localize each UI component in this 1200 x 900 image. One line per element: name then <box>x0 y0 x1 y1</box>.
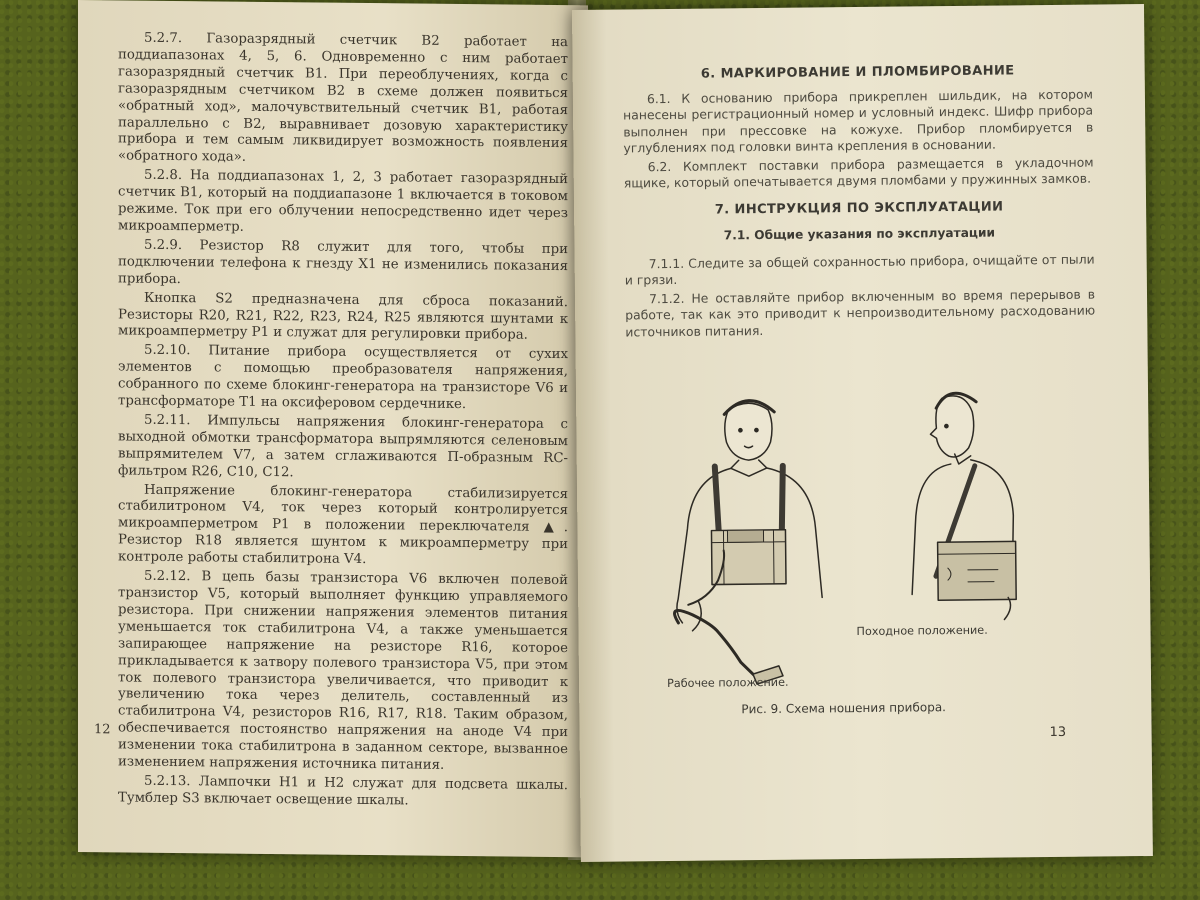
paragraph-6-2: 6.2. Комплект поставки прибора размещается в укладочном ящике, который опечатывается двумя пломбами у пружинных замков. <box>623 154 1094 191</box>
paragraph-button-s2: Кнопка S2 предназначена для сброса показаний. Резисторы R20, R21, R22, R23, R24, R25 являются шунтами к микроамперметру Р1 и служат для регулировки прибора. <box>118 290 568 344</box>
figure-working-position <box>672 400 823 685</box>
paragraph-7-1-2: 7.1.2. Не оставляйте прибор включенным во время перерывов в работе, так как это приводит к непроизводительному расходованию источников питания. <box>625 286 1096 340</box>
paragraph-5-2-7: 5.2.7. Газоразрядный счетчик В2 работает на поддиапазонах 4, 5, 6. Одновременно с ним работает газоразрядный счетчик В1. При переоблучениях, когда с газоразрядным счетчиком В2 в схеме должен появиться «обратный ход», малочувствительный счетчик В1, работая параллельно с В2, выравнивает дозовую характеристику прибора и тем самым ликвидирует возможность появления «обратного хода». <box>118 30 568 166</box>
paragraph-5-2-11: 5.2.11. Импульсы напряжения блокинг-генератора с выходной обмотки трансформатора выпрямляются селеновым выпрямителем V7, а затем сглаживаются П-образным RC-фильтром R26, C10, C12. <box>118 412 568 480</box>
caption-travel-position: Походное положение. <box>856 623 988 639</box>
paragraph-5-2-9: 5.2.9. Резистор R8 служит для того, чтобы при подключении телефона к гнезду Х1 не изменились показания прибора. <box>118 237 568 287</box>
right-page <box>572 4 1153 862</box>
paragraph-stabilitron: Напряжение блокинг-генератора стабилизируется стабилитроном V4, ток через который контролируется микроамперметром Р1 в положении переключателя ▲. Резистор R18 является шунтом к микроамперметру при контроле работы стабилитрона V4. <box>118 482 568 568</box>
paragraph-7-1-1: 7.1.1. Следите за общей сохранностью прибора, очищайте от пыли и грязи. <box>624 251 1095 288</box>
left-page <box>78 0 588 857</box>
section-7-heading: 7. ИНСТРУКЦИЯ ПО ЭКСПЛУАТАЦИИ <box>714 199 1004 218</box>
paragraph-5-2-10: 5.2.10. Питание прибора осуществляется от сухих элементов с помощью преобразователя напряжения, собранного по схеме блокинг-генератора на транзисторе V6 и трансформаторе Т1 на оксиферовом сердечнике. <box>118 343 568 413</box>
paragraph-5-2-8: 5.2.8. На поддиапазонах 1, 2, 3 работает газоразрядный счетчик В1, который на поддиапазоне 1 включается в токовом режиме. Ток при его облучении непосредственно идет через микроамперметр. <box>118 167 568 235</box>
paragraph-5-2-12: 5.2.12. В цепь базы транзистора V6 включен полевой транзистор V5, который выполняет функцию управляемого резистора. При снижении напряжения элементов питания уменьшается ток стабилитрона V4, а также уменьшается запирающее напряжение на резисторе R16, которое прикладывается к затвору полевого транзистора V5, при этом ток полевого транзистора увеличивается, что приводит к увеличению тока через делитель, составленный из стабилитрона V4, резисторов R16, R17, R18. Таким образом, обеспечивается постоянство напряжения на аноде V4 при изменении тока стабилитрона в заданном секторе, вызванное изменением напряжения источника питания. <box>118 568 568 773</box>
figure-carrying-scheme <box>666 377 1089 711</box>
page-number-right: 13 <box>1049 724 1067 741</box>
caption-work-position: Рабочее положение. <box>666 675 789 691</box>
paragraph-6-1: 6.1. К основанию прибора прикреплен шильдик, на котором нанесены регистрационный номер и условный индекс. Шифр прибора выполнен при прессовке на кожухе. Прибор пломбируется в углублениях под головки винта крепления в основании. <box>623 86 1094 156</box>
section-7-1-heading: 7.1. Общие указания по эксплуатации <box>723 225 996 243</box>
figure-travel-position <box>910 393 1016 621</box>
right-page-text <box>623 57 1096 344</box>
figure-caption: Рис. 9. Схема ношения прибора. <box>741 700 947 717</box>
page-number-left: 12 <box>94 722 111 738</box>
paragraph-5-2-13: 5.2.13. Лампочки Н1 и Н2 служат для подсвета шкалы. Тумблер S3 включает освещение шкалы. <box>118 773 568 809</box>
left-page-text <box>118 30 568 813</box>
section-6-heading: 6. МАРКИРОВАНИЕ И ПЛОМБИРОВАНИЕ <box>700 63 1015 82</box>
